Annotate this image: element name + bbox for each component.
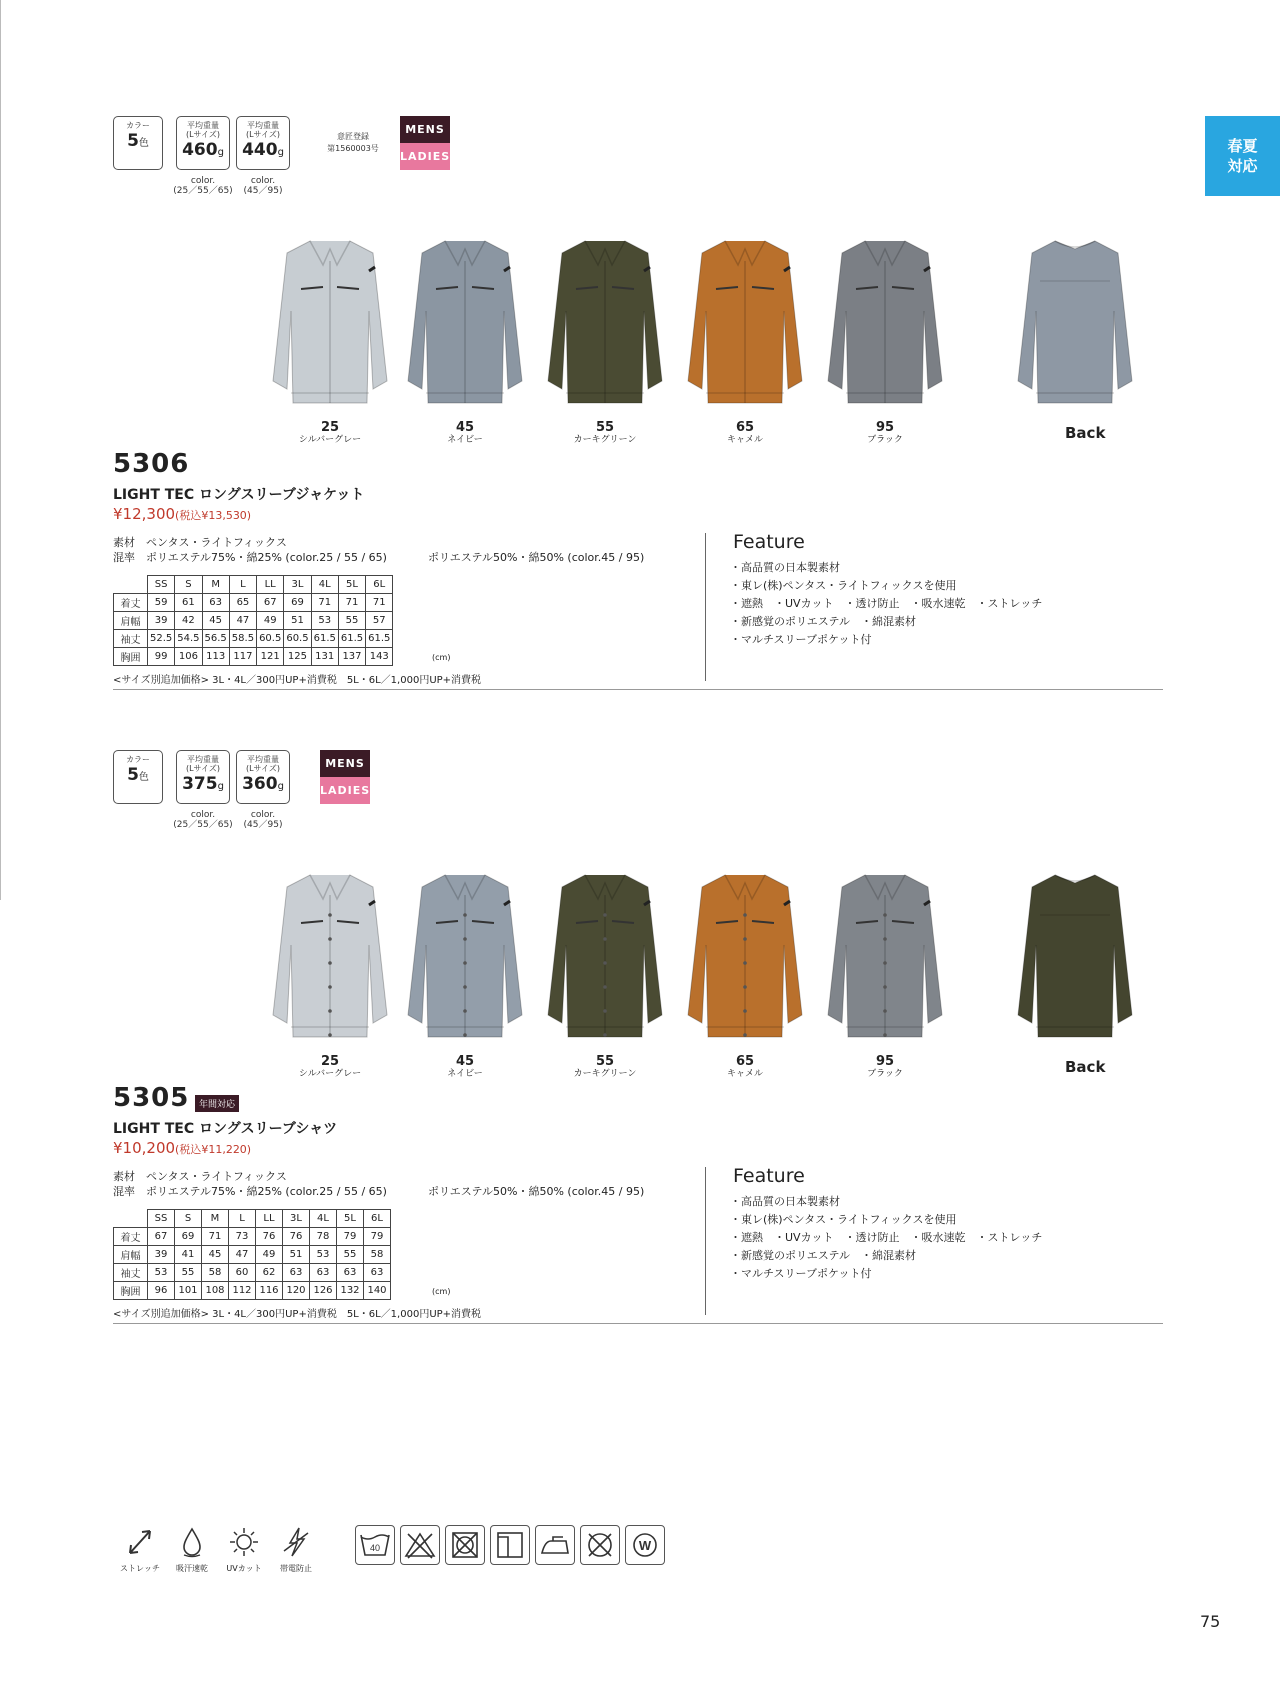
- no-dry-clean-icon: [580, 1525, 620, 1565]
- size-value: 61: [175, 594, 202, 612]
- weight-value: 460g: [182, 140, 224, 160]
- weight-color-note: color. (45／95): [243, 810, 283, 830]
- blend-ratio-1: 混率 ポリエステル75%・綿25% (color.25 / 55 / 65): [113, 1185, 387, 1198]
- size-value: 51: [283, 1246, 310, 1264]
- row-label: 胸囲: [114, 648, 148, 666]
- blend-ratio-2: ポリエステル50%・綿50% (color.45 / 95): [428, 551, 645, 564]
- care-icons: [355, 1525, 675, 1569]
- table-row: [114, 1246, 391, 1264]
- size-header: 5L: [337, 1210, 364, 1228]
- size-header: M: [202, 1210, 229, 1228]
- blend-ratio-2: ポリエステル50%・綿50% (color.45 / 95): [428, 1185, 645, 1198]
- blend-ratio-1: 混率 ポリエステル75%・綿25% (color.25 / 55 / 65): [113, 551, 387, 564]
- size-value: 47: [229, 612, 256, 630]
- size-value: 63: [202, 594, 229, 612]
- size-value: 60: [229, 1264, 256, 1282]
- row-label: 肩幅: [114, 612, 148, 630]
- size-header: LL: [257, 576, 284, 594]
- size-value: 132: [337, 1282, 364, 1300]
- size-header: 4L: [311, 576, 338, 594]
- size-value: 67: [148, 1228, 175, 1246]
- mens-label: MENS: [320, 750, 370, 777]
- year-round-badge: 年間対応: [195, 1095, 239, 1112]
- color-name: ネイビー: [447, 435, 483, 445]
- weight-size-label: (Lサイズ): [245, 130, 281, 139]
- color-name: シルバーグレー: [298, 435, 362, 445]
- price: ¥12,300(税込¥13,530): [113, 505, 252, 523]
- color-name: ブラック: [867, 1069, 903, 1079]
- size-table-wrap: [113, 1209, 391, 1300]
- feature-item: ・高品質の日本製素材: [730, 1195, 840, 1208]
- sweat-dry-icon-block: [162, 1525, 222, 1574]
- uv-cut-icon: [214, 1525, 274, 1559]
- size-value: 60.5: [284, 630, 311, 648]
- size-value: 79: [364, 1228, 391, 1246]
- sweat-dry-icon: [162, 1525, 222, 1559]
- weight-size-label: (Lサイズ): [185, 764, 221, 773]
- size-value: 67: [257, 594, 284, 612]
- size-value: 143: [366, 648, 393, 666]
- weight-color-note: color. (25／55／65): [173, 176, 233, 196]
- mens-label: MENS: [400, 116, 450, 143]
- row-label: 着丈: [114, 1228, 148, 1246]
- size-value: 76: [283, 1228, 310, 1246]
- design-registration: 意匠登録 第1560003号: [327, 132, 379, 153]
- size-value: 117: [229, 648, 256, 666]
- size-value: 58.5: [229, 630, 256, 648]
- uv-cut-icon-block: [214, 1525, 274, 1574]
- garment-front-25[interactable]: [265, 865, 395, 1045]
- color-name: カーキグリーン: [573, 435, 637, 445]
- color-count-label: カラー: [126, 755, 150, 764]
- color-count: 5色: [127, 765, 149, 785]
- size-price-note: <サイズ別追加価格> 3L・4L／300円UP+消費税 5L・6L／1,000円UP+消費税: [113, 675, 482, 686]
- weight-box: [176, 750, 230, 804]
- size-value: 71: [311, 594, 338, 612]
- function-icon-label: 帯電防止: [280, 1564, 312, 1573]
- size-value: 63: [310, 1264, 337, 1282]
- size-header: LL: [256, 1210, 283, 1228]
- color-number: 95: [875, 420, 895, 435]
- stretch-icon-block: [110, 1525, 170, 1574]
- stretch-icon: [110, 1525, 170, 1559]
- size-value: 76: [256, 1228, 283, 1246]
- size-value: 131: [311, 648, 338, 666]
- section-divider: [113, 1323, 1163, 1324]
- size-value: 57: [366, 612, 393, 630]
- weight-label: 平均重量: [247, 755, 279, 764]
- color-name: キャメル: [726, 435, 763, 445]
- feature-title: Feature: [733, 531, 805, 553]
- feature-item: ・東レ(株)ペンタス・ライトフィックスを使用: [730, 579, 957, 592]
- table-row: [114, 1228, 391, 1246]
- garment-back[interactable]: [1010, 865, 1140, 1045]
- feature-item: ・遮熱 ・UVカット ・透け防止 ・吸水速乾 ・ストレッチ: [730, 1231, 1043, 1244]
- size-value: 55: [175, 1264, 202, 1282]
- color-name: キャメル: [726, 1069, 763, 1079]
- weight-size-label: (Lサイズ): [245, 764, 281, 773]
- color-number: 65: [735, 1054, 755, 1069]
- row-label: 袖丈: [114, 630, 148, 648]
- size-value: 39: [148, 612, 175, 630]
- material: 素材 ペンタス・ライトフィックス: [113, 536, 287, 549]
- size-value: 63: [364, 1264, 391, 1282]
- size-value: 73: [229, 1228, 256, 1246]
- color-count: 5色: [127, 131, 149, 151]
- row-label: 肩幅: [114, 1246, 148, 1264]
- color-number: 55: [595, 420, 615, 435]
- size-value: 113: [202, 648, 229, 666]
- size-value: 47: [229, 1246, 256, 1264]
- weight-label: 平均重量: [187, 121, 219, 130]
- color-name: カーキグリーン: [573, 1069, 637, 1079]
- color-number: 45: [455, 420, 475, 435]
- size-header: L: [229, 1210, 256, 1228]
- weight-value: 360g: [242, 774, 284, 794]
- price: ¥10,200(税込¥11,220): [113, 1139, 252, 1157]
- size-value: 108: [202, 1282, 229, 1300]
- size-value: 63: [283, 1264, 310, 1282]
- size-value: 99: [148, 648, 175, 666]
- size-value: 71: [202, 1228, 229, 1246]
- function-icons: [110, 1525, 330, 1585]
- product-name: LIGHT TEC ロングスリーブシャツ: [113, 1121, 338, 1137]
- color-number: 55: [595, 1054, 615, 1069]
- feature-title: Feature: [733, 1165, 805, 1187]
- weight-box: [236, 750, 290, 804]
- size-value: 79: [337, 1228, 364, 1246]
- color-name: ブラック: [867, 435, 903, 445]
- season-tab-line2: 対応: [1227, 157, 1258, 175]
- product-number: 5306: [113, 449, 190, 479]
- weight-value: 440g: [242, 140, 284, 160]
- function-icon-label: 吸汗速乾: [176, 1564, 208, 1573]
- feature-item: ・新感覚のポリエステル ・綿混素材: [730, 615, 917, 628]
- size-header: 3L: [283, 1210, 310, 1228]
- function-icon-label: ストレッチ: [120, 1564, 160, 1573]
- color-name: シルバーグレー: [298, 1069, 362, 1079]
- color-number: 25: [320, 420, 340, 435]
- size-header: 6L: [366, 576, 393, 594]
- weight-label: 平均重量: [187, 755, 219, 764]
- size-value: 137: [338, 648, 365, 666]
- row-label: 胸囲: [114, 1282, 148, 1300]
- size-value: 55: [337, 1246, 364, 1264]
- size-header: SS: [148, 576, 175, 594]
- table-row: [114, 1282, 391, 1300]
- size-value: 49: [256, 1246, 283, 1264]
- size-value: 106: [175, 648, 202, 666]
- size-value: 116: [256, 1282, 283, 1300]
- size-value: 126: [310, 1282, 337, 1300]
- size-value: 71: [338, 594, 365, 612]
- garment-front-65[interactable]: [680, 865, 810, 1045]
- garment-front-95[interactable]: [820, 865, 950, 1045]
- ladies-label: LADIES: [400, 143, 450, 170]
- row-label: 着丈: [114, 594, 148, 612]
- size-value: 140: [364, 1282, 391, 1300]
- antistatic-icon: [266, 1525, 326, 1559]
- size-value: 59: [148, 594, 175, 612]
- feature-item: ・新感覚のポリエステル ・綿混素材: [730, 1249, 917, 1262]
- wash-40-icon: [355, 1525, 395, 1565]
- size-value: 42: [175, 612, 202, 630]
- color-number: 45: [455, 1054, 475, 1069]
- size-unit: (cm): [432, 1287, 451, 1296]
- wet-clean-icon: [625, 1525, 665, 1565]
- size-header: 6L: [364, 1210, 391, 1228]
- feature-item: ・東レ(株)ペンタス・ライトフィックスを使用: [730, 1213, 957, 1226]
- size-value: 63: [337, 1264, 364, 1282]
- weight-size-label: (Lサイズ): [185, 130, 221, 139]
- size-header: S: [175, 1210, 202, 1228]
- size-value: 61.5: [338, 630, 365, 648]
- line-dry-icon: [490, 1525, 530, 1565]
- size-value: 69: [175, 1228, 202, 1246]
- size-value: 45: [202, 612, 229, 630]
- size-value: 41: [175, 1246, 202, 1264]
- svg-text:W: W: [638, 1538, 652, 1553]
- ladies-label: LADIES: [320, 777, 370, 804]
- color-number: 65: [735, 420, 755, 435]
- color-name: ネイビー: [447, 1069, 483, 1079]
- feature-item: ・高品質の日本製素材: [730, 561, 840, 574]
- size-value: 52.5: [148, 630, 175, 648]
- color-count-label: カラー: [126, 121, 150, 130]
- feature-item: ・マルチスリーブポケット付: [730, 1267, 872, 1280]
- svg-text:40: 40: [369, 1543, 381, 1553]
- color-count-box: [113, 750, 163, 804]
- function-icon-label: UVカット: [226, 1564, 262, 1573]
- size-value: 78: [310, 1228, 337, 1246]
- size-value: 53: [310, 1246, 337, 1264]
- table-row: [114, 1264, 391, 1282]
- size-value: 54.5: [175, 630, 202, 648]
- no-tumble-dry-icon: [445, 1525, 485, 1565]
- size-value: 58: [202, 1264, 229, 1282]
- size-value: 51: [284, 612, 311, 630]
- size-header: L: [229, 576, 256, 594]
- feature-item: ・マルチスリーブポケット付: [730, 633, 872, 646]
- gender-badge: [320, 750, 370, 804]
- garment-front-45[interactable]: [400, 865, 530, 1045]
- size-value: 125: [284, 648, 311, 666]
- size-value: 61.5: [311, 630, 338, 648]
- size-value: 49: [257, 612, 284, 630]
- back-label: Back: [1065, 1058, 1106, 1076]
- no-bleach-icon: [400, 1525, 440, 1565]
- size-header: M: [202, 576, 229, 594]
- size-header: 5L: [338, 576, 365, 594]
- size-value: 53: [311, 612, 338, 630]
- size-value: 71: [366, 594, 393, 612]
- antistatic-icon-block: [266, 1525, 326, 1574]
- size-value: 112: [229, 1282, 256, 1300]
- size-value: 121: [257, 648, 284, 666]
- color-number: 25: [320, 1054, 340, 1069]
- feature-item: ・遮熱 ・UVカット ・透け防止 ・吸水速乾 ・ストレッチ: [730, 597, 1043, 610]
- size-value: 101: [175, 1282, 202, 1300]
- back-label: Back: [1065, 424, 1106, 442]
- season-tab-line1: 春夏: [1227, 137, 1258, 155]
- size-value: 96: [148, 1282, 175, 1300]
- weight-label: 平均重量: [247, 121, 279, 130]
- product-number: 5305: [113, 1083, 190, 1113]
- row-label: 袖丈: [114, 1264, 148, 1282]
- size-value: 69: [284, 594, 311, 612]
- size-value: 60.5: [257, 630, 284, 648]
- size-header: 4L: [310, 1210, 337, 1228]
- size-header: S: [175, 576, 202, 594]
- page-number: 75: [1200, 1612, 1221, 1631]
- size-value: 56.5: [202, 630, 229, 648]
- weight-value: 375g: [182, 774, 224, 794]
- size-value: 58: [364, 1246, 391, 1264]
- garment-front-55[interactable]: [540, 865, 670, 1045]
- iron-low-icon: [535, 1525, 575, 1565]
- size-value: 61.5: [366, 630, 393, 648]
- weight-color-note: color. (45／95): [243, 176, 283, 196]
- size-header: 3L: [284, 576, 311, 594]
- color-number: 95: [875, 1054, 895, 1069]
- size-table: [113, 1209, 391, 1300]
- size-value: 55: [338, 612, 365, 630]
- size-price-note: <サイズ別追加価格> 3L・4L／300円UP+消費税 5L・6L／1,000円UP+消費税: [113, 1309, 482, 1320]
- size-unit: (cm): [432, 653, 451, 662]
- material: 素材 ペンタス・ライトフィックス: [113, 1170, 287, 1183]
- size-header: SS: [148, 1210, 175, 1228]
- size-value: 45: [202, 1246, 229, 1264]
- size-value: 53: [148, 1264, 175, 1282]
- feature-divider: [705, 1167, 706, 1315]
- size-value: 62: [256, 1264, 283, 1282]
- weight-color-note: color. (25／55／65): [173, 810, 233, 830]
- size-value: 65: [229, 594, 256, 612]
- product-name: LIGHT TEC ロングスリーブジャケット: [113, 487, 365, 503]
- size-value: 120: [283, 1282, 310, 1300]
- size-value: 39: [148, 1246, 175, 1264]
